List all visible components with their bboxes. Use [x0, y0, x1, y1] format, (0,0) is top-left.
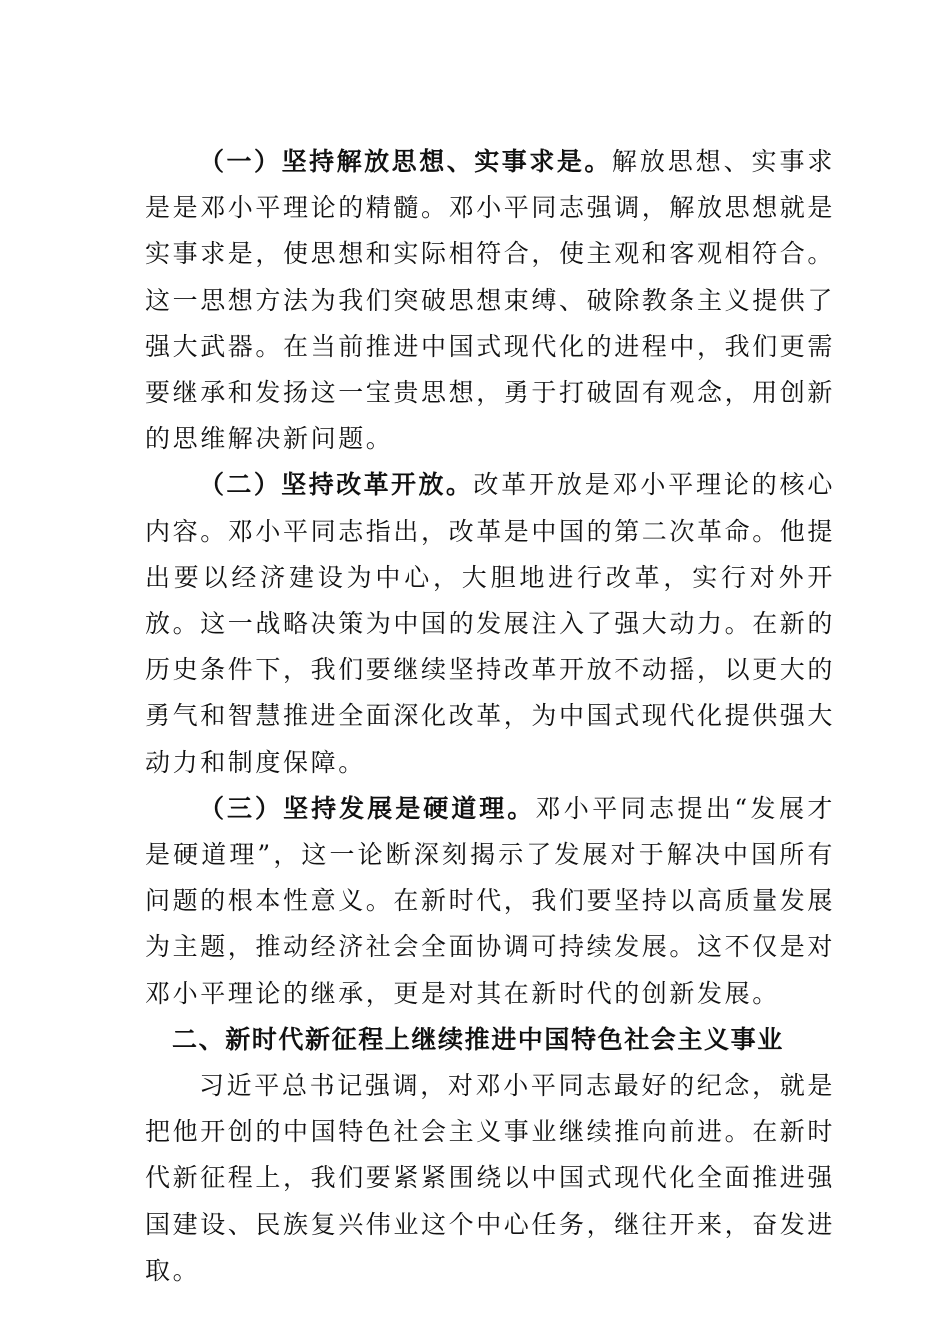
section-two-lead: （二）坚持改革开放。	[199, 470, 474, 500]
section-two-body: 改革开放是邓小平理论的核心内容。邓小平同志指出，改革是中国的第二次革命。他提出要以经济建设为中心，大胆地进行改革，实行对外开放。这一战略决策为中国的发展注入了强大动力。在新的历史条件下，我们要继续坚持改革开放不动摇，以更大的勇气和智慧推进全面深化改革，为中国式现代化提供强大动力和制度保障。	[145, 470, 836, 777]
section-heading: 二、新时代新征程上继续推进中国特色社会主义事业	[172, 1024, 784, 1054]
section-three-body: 邓小平同志提出“发展才是硬道理”，这一论断深刻揭示了发展对于解决中国所有问题的根本性意义。在新时代，我们要坚持以高质量发展为主题，推动经济社会全面协调可持续发展。这不仅是对邓小平理论的继承，更是对其在新时代的创新发展。	[145, 793, 836, 1008]
section-three-paragraph	[145, 786, 835, 1017]
document-page	[145, 139, 835, 1294]
closing-paragraph: 习近平总书记强调，对邓小平同志最好的纪念，就是把他开创的中国特色社会主义事业继续推向前进。在新时代新征程上，我们要紧紧围绕以中国式现代化全面推进强国建设、民族复兴伟业这个中心任务，继往开来，奋发进取。	[145, 1071, 836, 1285]
section-three-lead: （三）坚持发展是硬道理。	[199, 793, 536, 823]
section-one-body: 解放思想、实事求是是邓小平理论的精髓。邓小平同志强调，解放思想就是实事求是，使思想和实际相符合，使主观和客观相符合。这一思想方法为我们突破思想束缚、破除教条主义提供了强大武器。在当前推进中国式现代化的进程中，我们更需要继承和发扬这一宝贵思想，勇于打破固有观念，用创新的思维解决新问题。	[145, 147, 836, 454]
section-one-paragraph	[145, 139, 835, 462]
section-one-lead: （一）坚持解放思想、实事求是。	[199, 147, 612, 176]
section-two-paragraph	[145, 462, 835, 785]
